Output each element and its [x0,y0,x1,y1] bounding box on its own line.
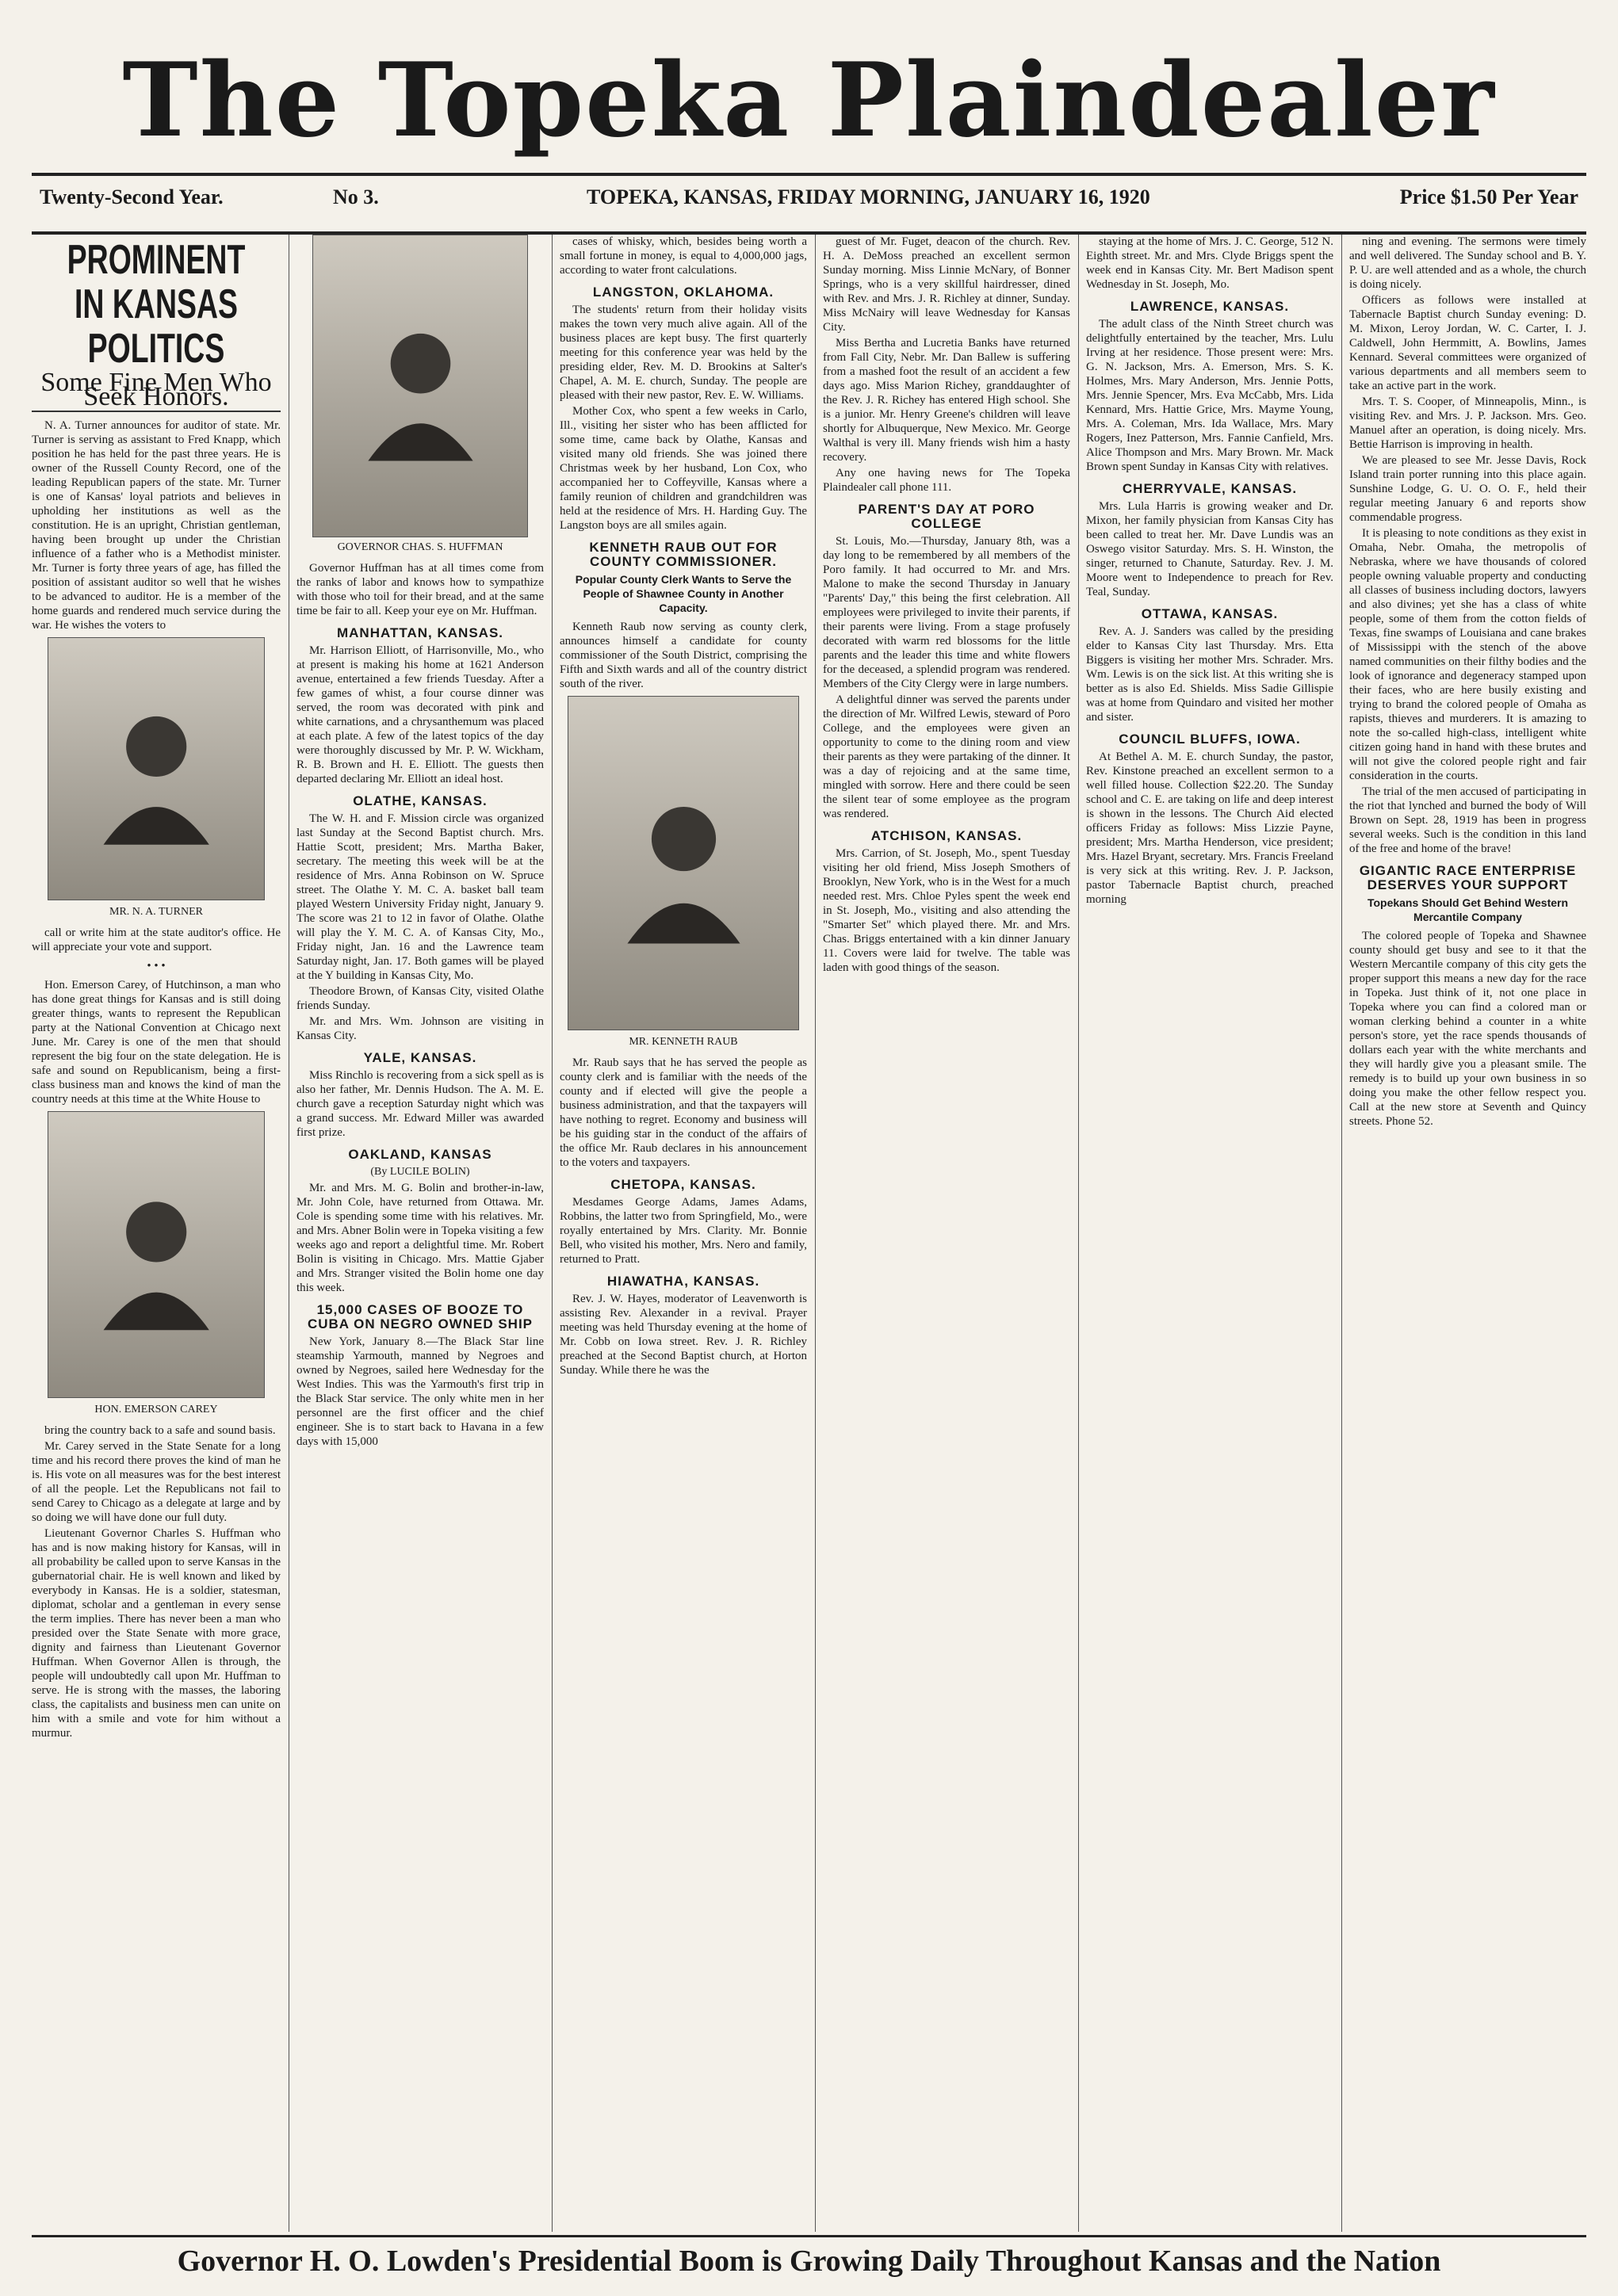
turner-caption: MR. N. A. TURNER [109,906,203,918]
footer-banner: Governor H. O. Lowden's Presidential Boom is Growing Daily Throughout Kansas and the Nation [32,2235,1586,2285]
olathe-brown: Theodore Brown, of Kansas City, visited Olathe friends Sunday. [296,985,544,1012]
huffman-caption: GOVERNOR CHAS. S. HUFFMAN [337,541,503,553]
ottawa-news: Rev. A. J. Sanders was called by the presiding elder to Kansas City last Thursday. Mrs. Etta Biggers is visiting her mother Mrs. Schrader. Mrs. Wm. Lewis is on the sick list. At this writing she is better as is also Ed. Shields. Miss Sadie Gillispie was at home from Quindaro and visited her mother and sister. [1086,625,1333,724]
column-4 [823,235,1070,2232]
heading-manhattan: MANHATTAN, KANSAS. [336,625,504,640]
heading-yale: YALE, KANSAS. [363,1050,477,1065]
huffman-portrait [312,235,528,537]
headline-prominent: PROMINENT IN KANSAS POLITICS [67,237,246,372]
local-items: Miss Bertha and Lucretia Banks have returned from Fall City, Nebr. Mr. Dan Ballew is suffering from a mashed foot the result of an accident a few days ago. Miss Marion Richey, granddaughter of the Rev. J. R. Richey has entered High school. She is a junior. Mr. Henry Greene's children will leave shortly for Albuquerque, New Mexico. Mr. George Walthal is very ill. Many friends wish him a hasty recovery. [823,337,1070,464]
lodge-news: We are pleased to see Mr. Jesse Davis, Rock Island train porter running into this place again. Sunshine Lodge, G. U. O. O. F., held their regular meeting January 6 and reports show commendable progress. [1349,454,1586,524]
price: Price $1.50 Per Year [1399,185,1578,208]
turner-article: N. A. Turner announces for auditor of state. Mr. Turner is serving as assistant to Fred Knapp, which position he has held for the past three years. He is owner of the Russell County Record, one of the leading Republican papers of the state. Mr. Turner is one of Kansas' loyal patriots and believes in upholding her institutions as well as the constitution. He is an upright, Christian gentleman, having been brought up under the Christian influence of a father who is a Methodist minister. Mr. Turner is forty three years of age, has filled the position of assistant auditor so well that he wishes to be advanced to auditor. He is a member of the home guards and rendered much service during the war. He wishes the voters to [32,419,281,632]
olathe-news: The W. H. and F. Mission circle was organized last Sunday at the Second Baptist church. Mrs. Hattie Scott, president; Mrs. Martha Baker, secretary. The meeting this week will be at the residence of Mrs. Anna Robinson on W. Spruce street. The Olathe Y. M. C. A. basket ball team played Western University Friday night, January 9. The score was 21 to 12 in favor of Olathe. Olathe will play the Y. M. C. A. of Kansas City, Mo., Friday night, Jan. 16 and the Lawrence team Saturday night, Jan. 17. Both games will be played at the Y building in Kansas City, Mo. [296,812,544,982]
poro-article: St. Louis, Mo.—Thursday, January 8th, was a day long to be remembered by all members of the Poro family. It had occurred to Mr. and Mrs. Malone to make the second Thursday in January "Parents' Day," this being the first celebration. All employees were privileged to invite their parents, if their parents were living. From a stage profusely decorated with warm red blossoms for the little parents and the leader this time and white flowers for the deceased, a splendid program was rendered. Members of the City Clergy were in large numbers. [823,535,1070,690]
omaha-conditions: It is pleasing to note conditions as they exist in Omaha, Nebr. Omaha, the metropolis of Nebraska, where we have thousands of colored people owning valuable property and conducting all classes of business including doctors, lawyers and also divines; yet she has a class of white people, some of them from the cotton fields of Texas, fine swamps of Louisiana and cane brakes of Mississippi with the stench of the above named communities on their filthy bodies and the look of ignorance and degeneracy stamped upon their faces, who are here busily existing and trying to brand the colored people of Omaha as rapists, thieves and murderers. It is amazing to note the so-called high-class, intelligent white citizen going hand in hand with these brutes and will not give the colored people right and fair consideration in the courts. [1349,527,1586,782]
carey-caption: HON. EMERSON CAREY [94,1404,218,1415]
booze-ship-article: New York, January 8.—The Black Star line steamship Yarmouth, manned by Negroes and owned by Negroes, sailed here Wednesday for the West Indies. This was the Yarmouth's first trip in the Black Star service. The only white men in her personnel are the first officer and the chief engineer. She is to start back to Havana in a few days with 15,000 [296,1335,544,1448]
carey-article-cont: bring the country back to a safe and sound basis. [44,1424,276,1437]
turner-article-cont: call or write him at the state auditor's office. He will appreciate your vote and support. [32,926,281,953]
oakland-byline: (By LUCILE BOLIN) [370,1166,470,1178]
raub-article: Kenneth Raub now serving as county clerk, announces himself a candidate for county commissioner of the South District, comprising the Fifth and Sixth wards and all of the country district south of the river. [560,621,807,690]
hiawatha-news: Rev. J. W. Hayes, moderator of Leavenworth is assisting Rev. Alexander in a revival. Prayer meeting was held Thursday evening at the home of Mr. Cobb on Iowa street. Rev. J. R. Richley preached at the Second Baptist church, at Horton Sunday. While there he was the [560,1293,807,1377]
carey-portrait [48,1111,265,1398]
heading-atchison: ATCHISON, KANSAS. [870,828,1023,843]
portrait-icon [81,678,231,861]
carey-article: Hon. Emerson Carey, of Hutchinson, a man who has done great things for Kansas and is still doing greater things, wants to represent the Republican party at the National Convention at Chicago next June. Mr. Carey is one of the men that should represent the big four on the state delegation. He is safe and sound on Republicanism, being a first-class business man and knows the kind of man the country needs at this time at the White House to [32,979,281,1106]
column-1 [32,235,281,2232]
heading-gigantic-enterprise: GIGANTIC RACE ENTERPRISE DESERVES YOUR SUPPORT [1359,863,1577,892]
portrait-icon [603,747,764,980]
issue-number: No 3. [333,185,379,208]
portrait-icon [81,1155,231,1354]
oakland-news: Mr. and Mrs. M. G. Bolin and brother-in-law, Mr. John Cole, have returned from Ottawa. Mr. Cole is spending some time with his relatives. Mr. and Mrs. Abner Bolin were in Topeka visiting a few weeks ago and report a delightful time. Mr. Robert Bolin is visiting in Chicago. Mrs. Mattie Gjaber and Mrs. Stranger visited the Bolin home one day this week. [296,1182,544,1294]
council-bluffs-news: At Bethel A. M. E. church Sunday, the pastor, Rev. Kinstone preached an excellent sermon to a well filled house. Collection $22.20. The Sunday school and C. E. are taking on life and deep interest is shown in the lessons. The Church Aid elected officers Friday as follows: Miss Lizzie Payne, president; Mrs. Martha Henderson, vice president; Mrs. Hazel Bryant, secretary. Mrs. Francis Freeland is very sick at this writing. Rev. J. P. Jackson, pastor Tabernacle Baptist church, preached morning [1086,751,1333,906]
carey-record: Mr. Carey served in the State Senate for a long time and his record there proves the kind of man he is. His vote on all measures was for the best interest of all the people. Let the Republicans not fail to send Carey to Chicago as a delegate at large and by so doing we will have done our full duty. [32,1440,281,1524]
heading-langston: LANGSTON, OKLAHOMA. [592,285,775,300]
column-rule [1078,235,1079,2232]
raub-article-cont: Mr. Raub says that he has served the people as county clerk and is familiar with the needs of the county and if elected will give the people a business administration, and that the taxpayers will have nothing to regret. Economy and business will be his guiding star in the conduct of the affairs of the office Mr. Raub declares in his announcement to the voters and taxpayers. [560,1056,807,1169]
lawrence-news: The adult class of the Ninth Street church was delightfully entertained by the teacher, Mrs. Lulu Irving at her residence. Those present were: Mrs. G. N. Jackson, Mrs. A. Emerson, Mrs. S. K. Holmes, Mrs. Mary Anderson, Mrs. Jennie Potts, Mrs. Jennie Spencer, Mrs. Eva McCabb, Mrs. Lida Kennard, Mrs. Hattie Grice, Mrs. Mayme Young, Mrs. A. Coleman, Mrs. Ida Wallace, Mrs. Mary Rogers, Inez Patterson, Mrs. Fannie Canfield, Mrs. Alice Thompson and Mrs. Mary Brown. Mr. Mack Brown spent Sunday in Kansas City with relatives. [1086,318,1333,473]
personal-items: Mrs. T. S. Cooper, of Minneapolis, Minn., is visiting Rev. and Mrs. J. P. Jackson. Mrs. Geo. Manuel after an operation, is doing nicely. Mrs. Bettie Harrison is improving in health. [1349,395,1586,451]
masthead-title: The Topeka Plaindealer [122,41,1496,160]
atchison-news: Mrs. Carrion, of St. Joseph, Mo., spent Tuesday visiting her old friend, Miss Joseph Smothers of Brooklyn, New York, who is in the West for a much needed rest. Mrs. Chloe Pyles spent the week end in St. Joseph, Mo., visiting and also attending the "Smarter Set" which played there. Mr. and Mrs. Chas. Briggs entertained with a kin dinner January 11. Covers were laid for twelve. The table was laden with good things of the season. [823,847,1070,974]
column-3 [560,235,807,2232]
heading-lawrence: LAWRENCE, KANSAS. [1130,299,1290,314]
front-page [32,235,1586,2232]
place-date: TOPEKA, KANSAS, FRIDAY MORNING, JANUARY 16, 1920 [587,185,1150,208]
council-bluffs-cont: ning and evening. The sermons were timely and well delivered. The Sunday school and B. Y. P. U. are well attended and as a whole, the church is doing nicely. [1349,235,1586,291]
manhattan-news: Mr. Harrison Elliott, of Harrisonville, Mo., who at present is making his home at 1621 Anderson avenue, entertained a few friends Tuesday. After a few games of whist, a four course dinner was served, the room was decorated with pink and white carnations, and a chrysanthemum was placed at each plate. A few of the latest topics of the day were thoroughly discussed by Mr. P. W. Wickham, R. B. Brown and H. E. Elliott. The guests then departed declaring Mr. Elliott an ideal host. [296,644,544,785]
huffman-article-cont: Governor Huffman has at all times come from the ranks of labor and knows how to sympathize with those who toil for their bread, and at the same time be fair to all. Keep your eye on Mr. Huffman. [296,562,544,617]
separator-stars: • • • [147,960,166,972]
hiawatha-cont: guest of Mr. Fuget, deacon of the church. Rev. H. A. DeMoss preached an excellent sermon Sunday morning. Miss Linnie McNary, of Bonner Springs, who is a very skillful hairdresser, dined with Rev. and Mrs. J. R. Richley at dinner, Sunday. Miss McNairy will leave Wednesday for Kansas City. [823,235,1070,334]
heading-council-bluffs: COUNCIL BLUFFS, IOWA. [1119,732,1301,747]
yale-news: Miss Rinchlo is recovering from a sick spell as is also her father, Mr. Dennis Hudson. The A. M. E. church gave a reception Saturday night which was a grand success. Mr. Edward Miller was awarded first prize. [296,1069,544,1139]
masthead [32,32,1586,170]
heading-hiawatha: HIAWATHA, KANSAS. [606,1274,760,1289]
omaha-riot-trial: The trial of the men accused of participating in the riot that lynched and burned the body of Will Brown on Sept. 28, 1919 has been in progress several weeks. Such is the condition in this land of the free and home of the brave! [1349,785,1586,855]
subhead-fine-men: Some Fine Men Who Seek Honors. [32,376,281,412]
volume-year: Twenty-Second Year. [40,185,224,208]
langston-news: The students' return from their holiday visits makes the town very much alive again. All of the business places are kept busy. The first quarterly meeting for this conference year was held by the presiding elder, Rev. M. D. Brookins at Salter's Chapel, A. M. E. church, Sunday. The people are pleased with their new pastor, Rev. E. W. Williams. [560,304,807,402]
column-rule [1341,235,1342,2232]
atchison-cont: staying at the home of Mrs. J. C. George, 512 N. Eighth street. Mr. and Mrs. Clyde Briggs spent the week end in Kansas City. Mr. Bert Madison spent Wednesday in St. Joseph, Mo. [1086,235,1333,291]
heading-chetopa: CHETOPA, KANSAS. [610,1177,756,1192]
turner-portrait [48,637,265,900]
dek-raub: Popular County Clerk Wants to Serve the People of Shawnee County in Another Capacity. [575,573,792,614]
news-phone-notice: Any one having news for The Topeka Plaindealer call phone 111. [823,467,1070,494]
tabernacle-officers: Officers as follows were installed at Tabernacle Baptist church Sunday evening: D. M. Mixon, Leroy Jordan, W. C. Carter, I. J. Caldwell, John Hermmitt, A. Bowlins, James Kennard. Several committees were organized of various departments and all members seem to take an active part in the work. [1349,294,1586,392]
langston-cox: Mother Cox, who spent a few weeks in Carlo, Ill., visiting her sister who has been afflicted for some time, came back by Olathe, Kansas and visited many old friends. She was joined there Christmas week by her husband, Lon Cox, who accompanied her to Coffeyville, Kansas where a family reunion of children and grandchildren was held at the residence of Mrs. H. Harding Guy. The Langston boys are all smiles again. [560,405,807,532]
column-6 [1349,235,1586,2232]
chetopa-news: Mesdames George Adams, James Adams, Robbins, the latter two from Springfield, Mo., were royally entertained by Mrs. Clarity. Mr. Bonnie Bell, who visited his mother, Mrs. Nero and family, returned to Pratt. [560,1196,807,1266]
heading-ottawa: OTTAWA, KANSAS. [1141,606,1279,621]
heading-booze-ship: 15,000 CASES OF BOOZE TO CUBA ON NEGRO OWNED SHIP [307,1302,534,1331]
dek-gigantic: Topekans Should Get Behind Western Mercantile Company [1367,896,1569,923]
mercantile-article: The colored people of Topeka and Shawnee county should get busy and see to it that the Western Mercantile company of this city gets the proper support this means a new day for the race in Topeka. Just think of it, not one place in Topeka where you can find a colored man or woman clerking behind a counter in a white person's store, yet the race spends thousands of dollars each year with the white merchants and they will hardly give you a pleasant smile. The remedy is to build up your own business in so doing you make the other fellow respect you. Call at the new store at Seventh and Quincy streets. Phone 52. [1349,930,1586,1128]
dateline-bar [32,173,1586,235]
olathe-johnson: Mr. and Mrs. Wm. Johnson are visiting in Kansas City. [296,1015,544,1042]
heading-oakland: OAKLAND, KANSAS [348,1147,492,1162]
cherryvale-news: Mrs. Lula Harris is growing weaker and Dr. Mixon, her family physician from Kansas City has been called to treat her. Mr. Dave Lundis was an Oswego visitor Saturday. Mrs. S. H. Winston, the singer, returned to Chanute, Saturday. Rev. J. M. Moore went to Independence to preach for Rev. Teal, Sunday. [1086,500,1333,598]
huffman-article: Lieutenant Governor Charles S. Huffman who has and is now making history for Kansas, will in all probability be called upon to serve Kansas in the gubernatorial chair. He is well known and liked by everybody in Kansas. He is a soldier, statesman, diplomat, scholar and a gentleman in every sense the term implies. There has never been a man who presided over the State Senate with more grace, dignity and fairness than Lieutenant Governor Huffman. When Governor Allen is through, the people will undoubtedly call upon Mr. Huffman to serve. He is strong with the masses, the laboring class, the capitalists and business men can unite on him with a smile and vote for him without a murmur. [32,1527,281,1740]
poro-dinner: A delightful dinner was served the parents under the direction of Mr. Wilfred Lewis, steward of Poro College, and the employees were given an opportunity to come to the dining room and view their parents as they were partaking of the dinner. It was a day of rejoicing and at the same time, mingled with sorrow. Here and there could be seen the silent tear of some employee as the program was rendered. [823,693,1070,820]
column-rule [552,235,553,2232]
heading-cherryvale: CHERRYVALE, KANSAS. [1122,481,1298,496]
heading-raub: KENNETH RAUB OUT FOR COUNTY COMMISSIONER. [589,540,778,569]
heading-olathe: OLATHE, KANSAS. [353,793,488,808]
column-rule [815,235,816,2232]
booze-ship-cont: cases of whisky, which, besides being worth a small fortune in money, is equal to 4,000,000 jags, according to water front calculations. [560,235,807,277]
heading-poro-college: PARENT'S DAY AT PORO COLLEGE [858,502,1035,531]
column-5 [1086,235,1333,2232]
raub-caption: MR. KENNETH RAUB [629,1036,738,1048]
raub-portrait [568,696,799,1030]
column-2 [296,235,544,2232]
portrait-icon [346,281,495,491]
